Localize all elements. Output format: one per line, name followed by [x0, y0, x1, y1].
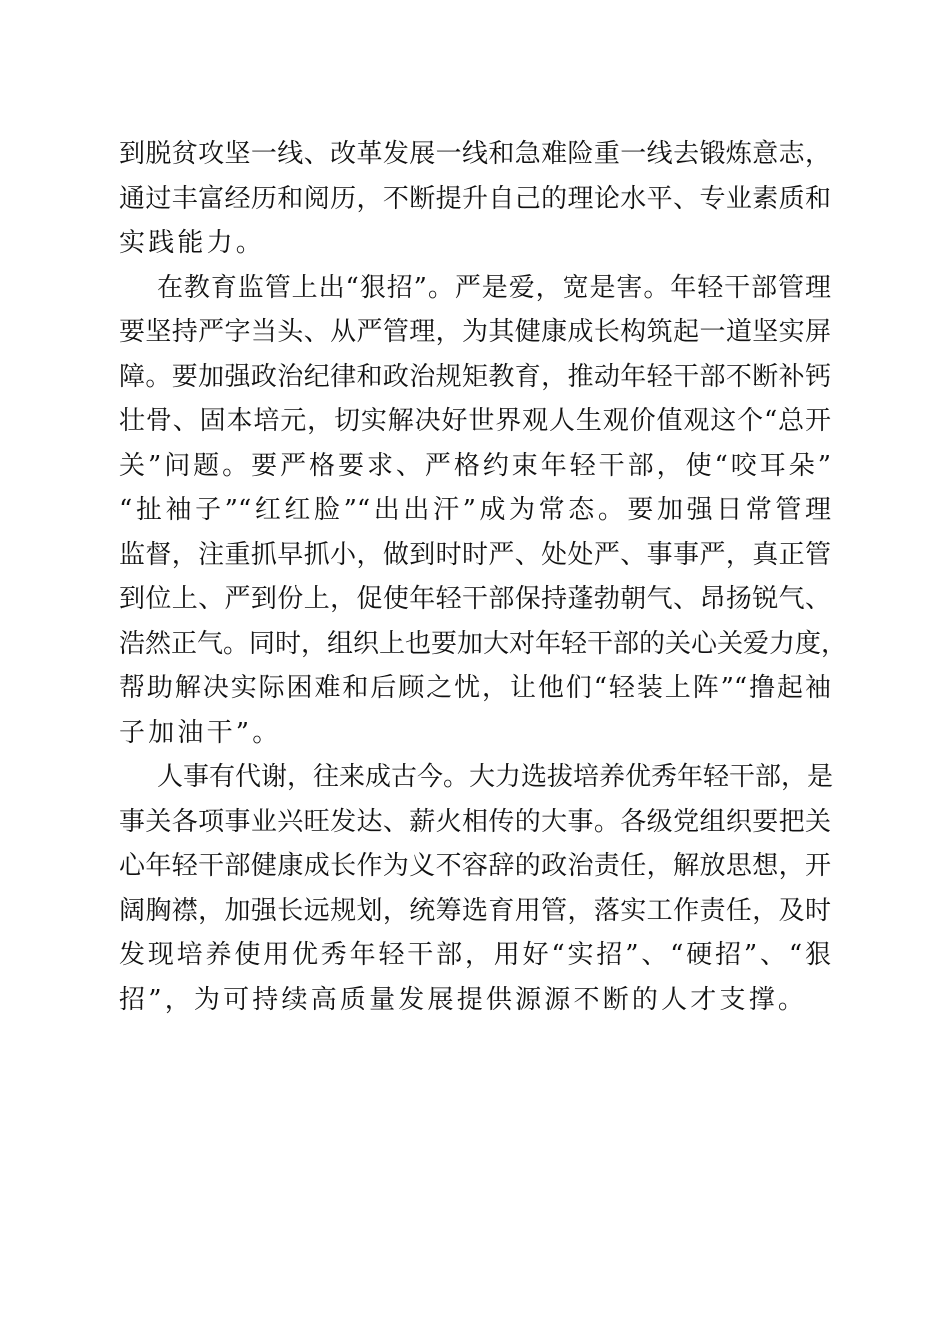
paragraph-3	[119, 755, 834, 1022]
document-body	[119, 132, 848, 1022]
text-line: 通过丰富经历和阅历，不断提升自己的理论水平、专业素质和	[119, 183, 831, 214]
text-line: 招”，为可持续高质量发展提供源源不断的人才支撑。	[119, 984, 808, 1015]
text-line: 帮助解决实际困难和后顾之忧，让他们“轻装上阵”“撸起袖	[119, 673, 831, 703]
text-line: 关”问题。要严格要求、严格约束年轻干部，使“咬耳朵”	[119, 450, 831, 481]
paragraph-2	[119, 266, 848, 756]
text-line: 在教育监管上出“狠招”。严是爱，宽是害。年轻干部管理	[157, 272, 831, 303]
paragraph-1	[119, 132, 831, 266]
text-line: 到脱贫攻坚一线、改革发展一线和急难险重一线去锻炼意志，	[119, 139, 831, 169]
text-line: “扯袖子”“红红脸”“出出汗”成为常态。要加强日常管理	[119, 495, 831, 525]
text-line: 实践能力。	[119, 228, 266, 258]
text-line: 事关各项事业兴旺发达、薪火相传的大事。各级党组织要把关	[119, 806, 831, 837]
text-line: 发现培养使用优秀年轻干部，用好“实招”、“硬招”、“狠	[119, 940, 831, 970]
text-line: 壮骨、固本培元，切实解决好世界观人生观价值观这个“总开	[119, 406, 831, 436]
text-line: 障。要加强政治纪律和政治规矩教育，推动年轻干部不断补钙	[119, 361, 831, 392]
text-line: 阔胸襟，加强长远规划，统筹选育用管，落实工作责任，及时	[119, 895, 831, 926]
text-line: 要坚持严字当头、从严管理，为其健康成长构筑起一道坚实屏	[119, 317, 831, 347]
text-line: 监督，注重抓早抓小，做到时时严、处处严、事事严，真正管	[119, 539, 831, 570]
text-line: 心年轻干部健康成长作为义不容辞的政治责任，解放思想，开	[119, 851, 831, 881]
text-line: 人事有代谢，往来成古今。大力选拔培养优秀年轻干部，是	[157, 762, 834, 792]
text-line: 到位上、严到份上，促使年轻干部保持蓬勃朝气、昂扬锐气、	[119, 584, 831, 614]
text-line: 子加油干”。	[119, 717, 282, 748]
text-line: 浩然正气。同时，组织上也要加大对年轻干部的关心关爱力度，	[119, 628, 848, 659]
